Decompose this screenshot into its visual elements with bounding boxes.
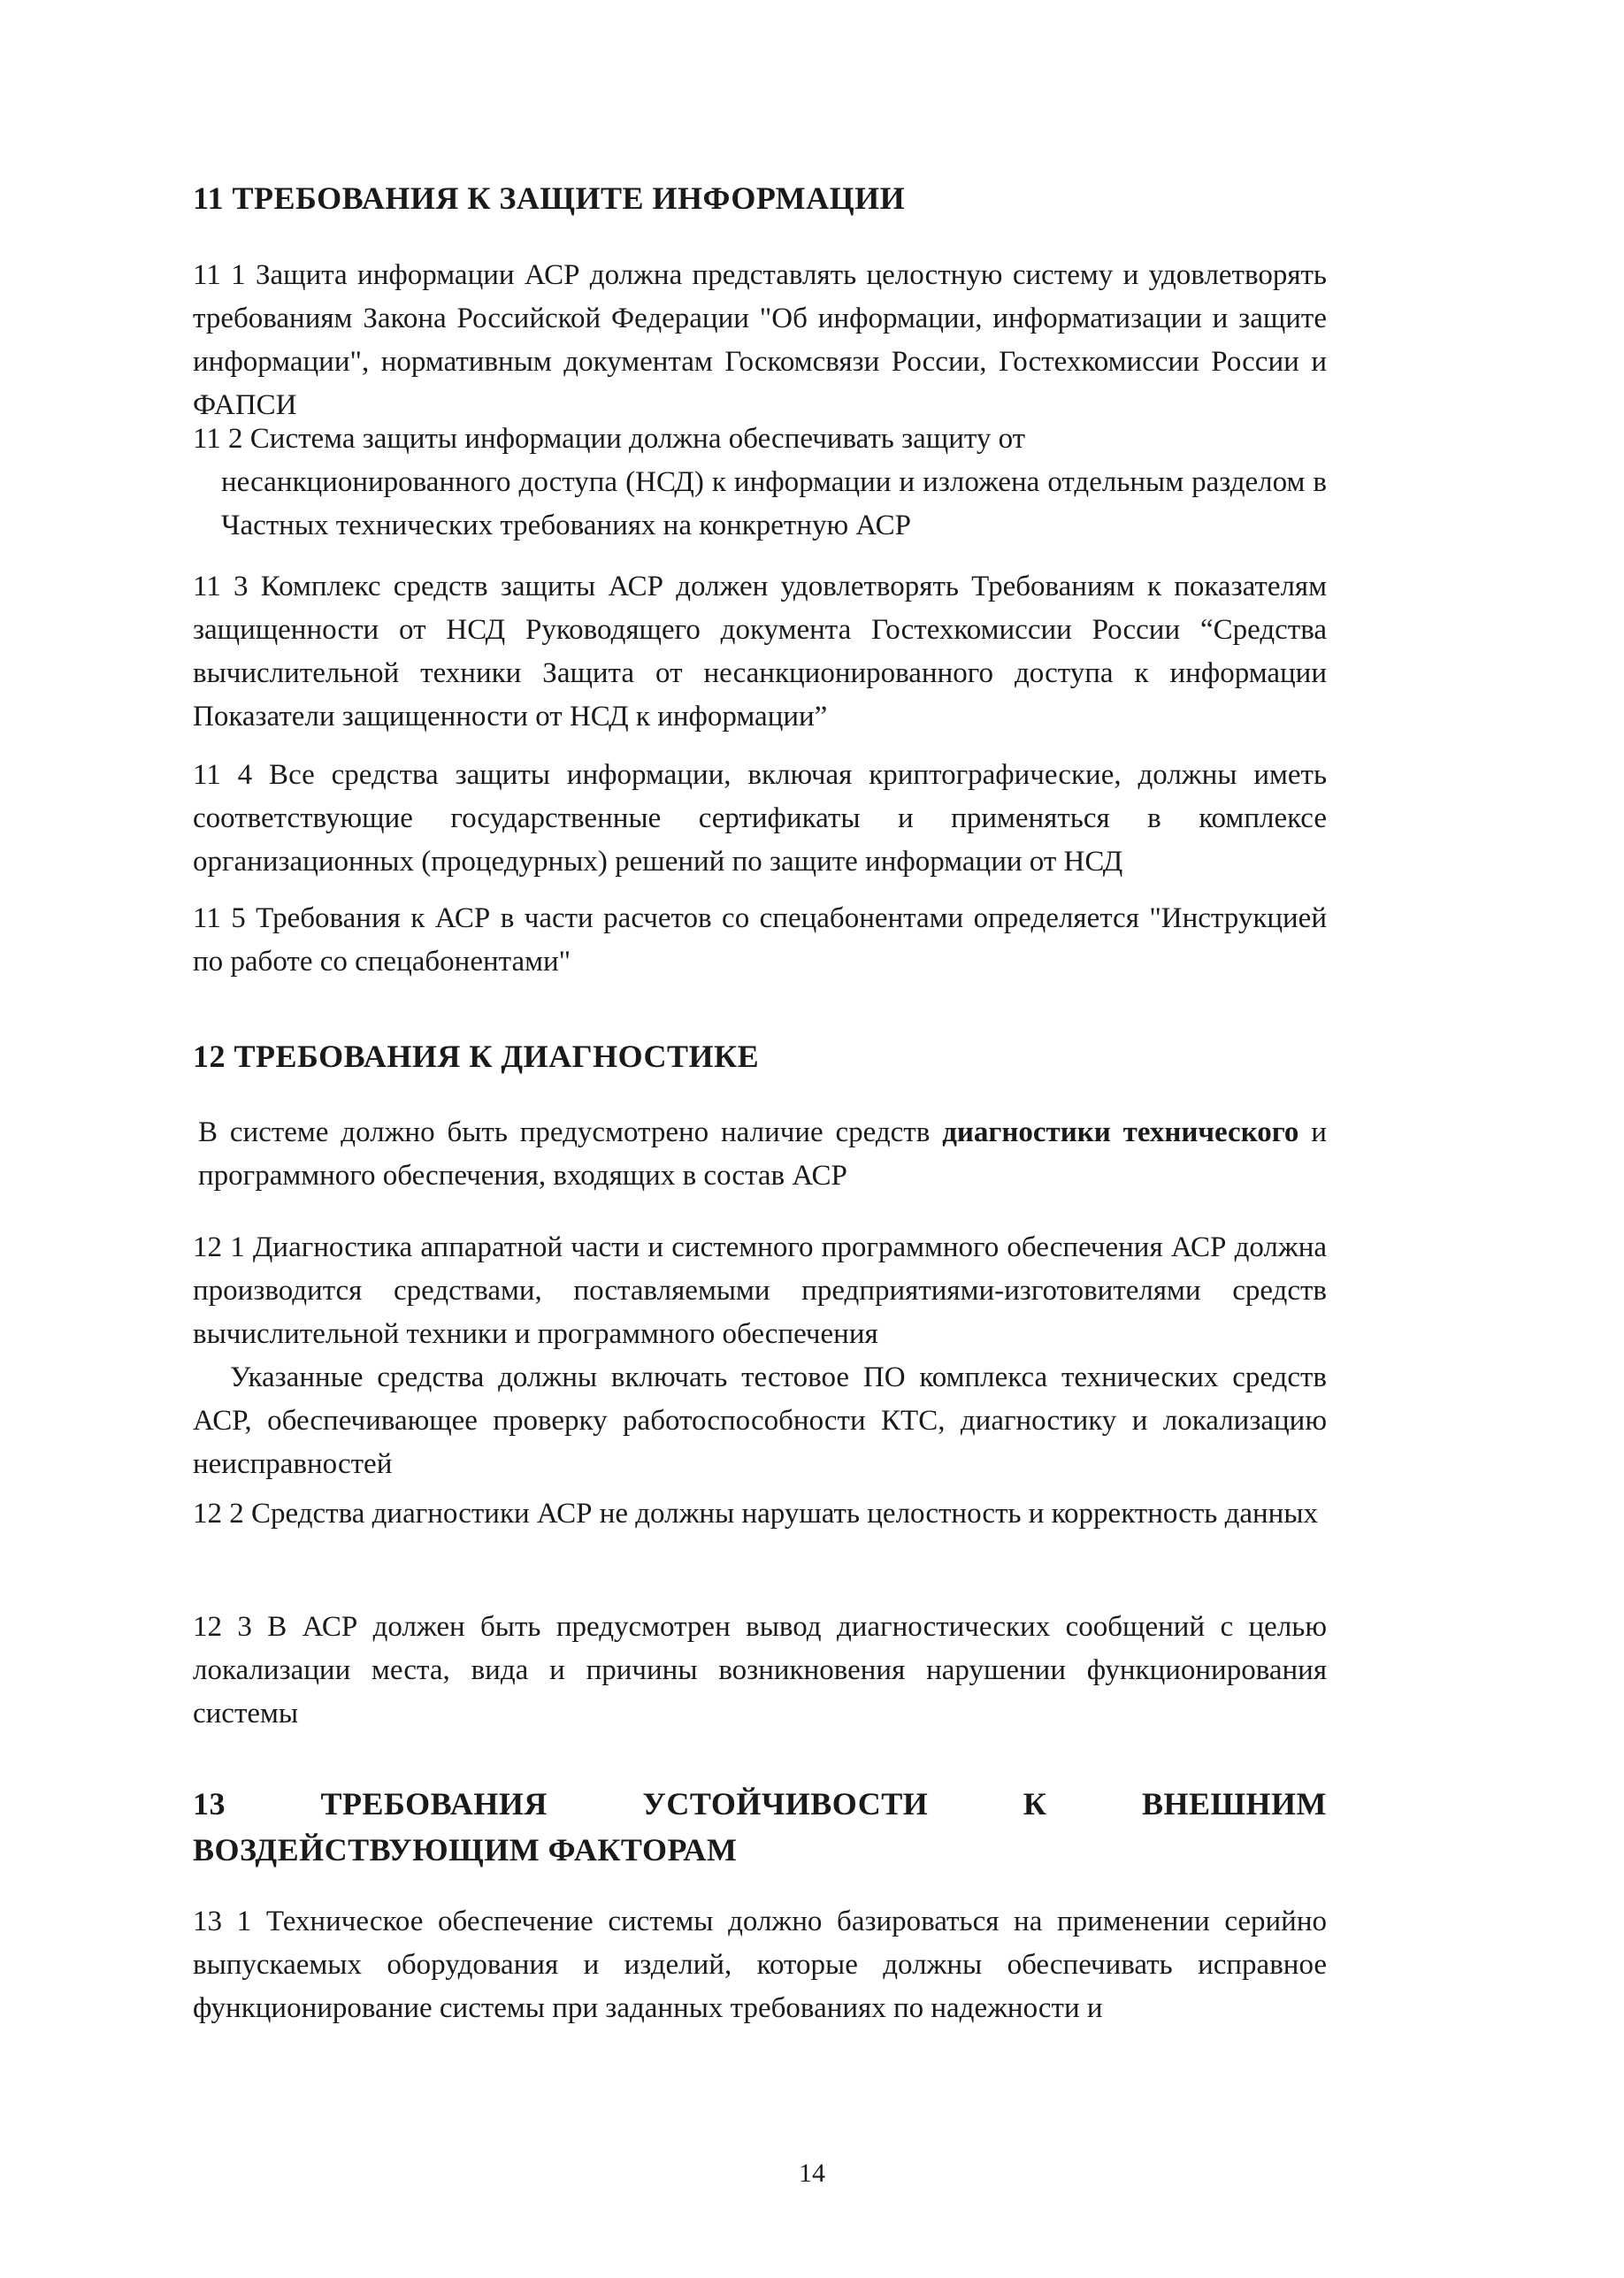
section-12-heading: 12 ТРЕБОВАНИЯ К ДИАГНОСТИКЕ (193, 1039, 760, 1074)
paragraph-11-2-number: 11 2 Система (193, 423, 356, 455)
paragraph-12-intro (193, 1111, 1327, 1198)
section-11-heading: 11 ТРЕБОВАНИЯ К ЗАЩИТЕ ИНФОРМАЦИИ (193, 180, 906, 216)
paragraph-12-1-continuation: Указанные средства должны включать тестовое ПО комплекса технических средств АСР, обеспечивающее проверку работоспособности КТС, диагностику и локализацию неисправностей (193, 1361, 1327, 1480)
paragraph-12-intro-text-a: В системе должно быть предусмотрено наличие средств (198, 1116, 943, 1148)
paragraph-12-3: 12 3 В АСР должен быть предусмотрен вывод диагностических сообщений с целью локализации места, вида и причины возникновения нарушении функционирования системы (193, 1611, 1327, 1730)
paragraph-11-4: 11 4 Все средства защиты информации, включая криптографические, должны иметь соответствующие государственные сертификаты и применяться в комплексе организационных (процедурных) решений по защите информации от НСД (193, 759, 1327, 878)
paragraph-11-2-body: несанкционированного доступа (НСД) к информации и изложена отдельным разделом в Частных технических требованиях на конкретную АСР (221, 466, 1327, 541)
paragraph-11-3: 11 3 Комплекс средств защиты АСР должен удовлетворять Требованиям к показателям защищенности от НСД Руководящего документа Гостехкомиссии России “Средства вычислительной техники Защита от несанкционированного доступа к информации Показатели защищенности от НСД к информации” (193, 571, 1327, 732)
section-13-heading: 13 ТРЕБОВАНИЯ УСТОЙЧИВОСТИ К ВНЕШНИМ ВОЗДЕЙСТВУЮЩИМ ФАКТОРАМ (193, 1786, 1327, 1868)
paragraph-11-5: 11 5 Требования к АСР в части расчетов со спецабонентами определяется "Инструкцией по работе со спецабонентами" (193, 902, 1327, 978)
paragraph-11-2-lead-text: защиты информации должна обеспечивать защиту от (355, 423, 1026, 455)
paragraph-11-2-lead (193, 423, 1025, 455)
paragraph-12-intro-text-b: и программного обеспечения, входящих в состав АСР (198, 1116, 1327, 1192)
paragraph-11-2 (193, 418, 1327, 548)
paragraph-13-1: 13 1 Техническое обеспечение системы должно базироваться на применении серийно выпускаемых оборудования и изделий, которые должны обеспечивать исправное функционирование системы при заданных требованиях по надежности и (193, 1906, 1327, 2024)
paragraph-12-2: 12 2 Средства диагностики АСР не должны нарушать целостность и корректность данных (193, 1498, 1318, 1530)
paragraph-12-intro-bold: диагностики технического (942, 1116, 1299, 1148)
page-number: 14 (799, 2159, 825, 2188)
paragraph-11-1: 11 1 Защита информации АСР должна представлять целостную систему и удовлетворять требованиям Закона Российской Федерации "Об информации, информатизации и защите информации", нормативным документам Госкомсвязи России, Гостехкомиссии России и ФАПСИ (193, 259, 1327, 421)
paragraph-12-1: 12 1 Диагностика аппаратной части и системного программного обеспечения АСР должна производится средствами, поставляемыми предприятиями-изготовителями средств вычислительной техники и программного обеспечения (193, 1231, 1327, 1350)
